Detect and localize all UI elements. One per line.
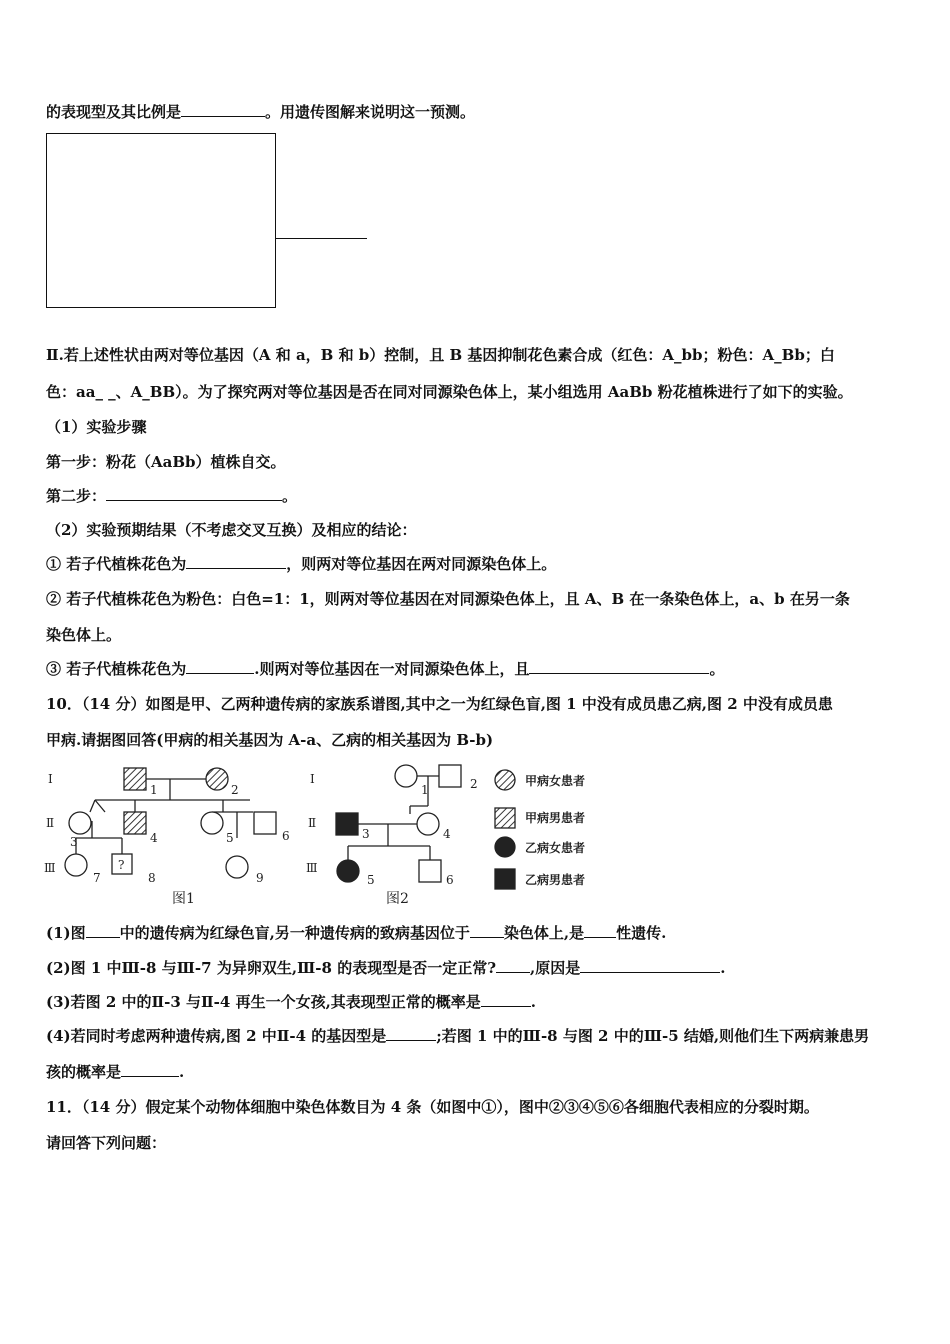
step-1: 第一步：粉花（AaBb）植株自交。 xyxy=(46,453,286,471)
answer-blank[interactable] xyxy=(186,554,286,569)
answer-blank[interactable] xyxy=(386,1026,436,1041)
gen-label-II-fig2: Ⅱ xyxy=(308,816,317,830)
fig1-I1-affected-male xyxy=(124,768,146,790)
fig1-num-7: 7 xyxy=(93,871,101,885)
fig2-num-6: 6 xyxy=(446,873,454,887)
fig1-II4-affected-male xyxy=(124,812,146,834)
fig1-num-8: 8 xyxy=(148,871,156,885)
fig1-I2-affected-female xyxy=(206,768,228,790)
text: .则两对等位基因在一对同源染色体上，且 xyxy=(254,660,530,678)
genetic-diagram-answer-box[interactable] xyxy=(46,133,276,308)
fig1-num-1: 1 xyxy=(150,783,158,797)
answer-blank[interactable] xyxy=(529,659,709,674)
results-title: （2）实验预期结果（不考虑交叉互换）及相应的结论： xyxy=(46,521,417,539)
fig1-III7-female xyxy=(65,854,87,876)
fig1-III9-female xyxy=(226,856,248,878)
gen-label-II-fig1: Ⅱ xyxy=(46,816,55,830)
legend-label-4: 乙病男患者 xyxy=(525,873,586,887)
text: . xyxy=(720,959,726,977)
fig2-I2-male xyxy=(439,765,461,787)
legend-label-2: 甲病男患者 xyxy=(525,811,586,825)
text: . xyxy=(530,993,537,1011)
gen-label-I-fig1: Ⅰ xyxy=(48,772,53,786)
text: 。 xyxy=(709,660,725,678)
fig1-II3-female xyxy=(69,812,91,834)
q10-sub-3 xyxy=(46,992,536,1012)
gen-label-III-fig1: Ⅲ xyxy=(44,861,56,875)
fig2-num-4: 4 xyxy=(443,827,451,841)
gen-label-III-fig2: Ⅲ xyxy=(306,861,318,875)
text: ,原因是 xyxy=(529,959,581,977)
fig2-caption: 图2 xyxy=(386,891,409,907)
q10-line-1: 10．（14 分）如图是甲、乙两种遗传病的家族系谱图,其中之一为红绿色盲,图 1 中没有成员患乙病,图 2 中没有成员患 xyxy=(46,695,833,713)
part2-intro-1: Ⅱ.若上述性状由两对等位基因（A 和 a，B 和 b）控制，且 B 基因抑制花色素合成（红色：A_bb；粉色：A_Bb；白 xyxy=(46,346,835,364)
answer-blank[interactable] xyxy=(481,992,531,1007)
legend-affected-male-a-icon xyxy=(495,808,515,828)
fig2-III5-affected-female xyxy=(337,860,359,882)
answer-blank[interactable] xyxy=(86,923,120,938)
answer-blank[interactable] xyxy=(121,1062,179,1077)
answer-blank[interactable] xyxy=(106,486,282,501)
text: 。用遗传图解来说明这一预测。 xyxy=(265,103,476,121)
fig1-num-6: 6 xyxy=(282,829,290,843)
gen-label-I-fig2: Ⅰ xyxy=(310,772,315,786)
text: ① 若子代植株花色为 xyxy=(46,555,187,573)
answer-blank[interactable] xyxy=(470,923,504,938)
text: 。 xyxy=(282,487,298,505)
text: ，则两对等位基因在两对同源染色体上。 xyxy=(286,555,557,573)
text: ;若图 1 中的Ⅲ-8 与图 2 中的Ⅲ-5 结婚,则他们生下两病兼患男 xyxy=(436,1027,870,1045)
text: 染色体上,是 xyxy=(503,924,585,942)
result-1 xyxy=(46,554,556,574)
result-2-line-2: 染色体上。 xyxy=(46,626,122,644)
fig1-num-5: 5 xyxy=(226,831,234,845)
fig1-num-9: 9 xyxy=(256,871,264,885)
fig1-num-4: 4 xyxy=(150,831,158,845)
q10-sub-1 xyxy=(46,923,666,943)
answer-blank[interactable] xyxy=(186,659,254,674)
fig2-num-2: 2 xyxy=(470,777,478,791)
fig1-unknown-mark: ? xyxy=(118,858,125,872)
pedigree-figure xyxy=(40,758,620,908)
legend-label-3: 乙病女患者 xyxy=(525,841,586,855)
fig2-num-5: 5 xyxy=(367,873,375,887)
fig2-num-3: 3 xyxy=(362,827,370,841)
step-2 xyxy=(46,486,297,506)
q11-line-1: 11．（14 分）假定某个动物体细胞中染色体数目为 4 条（如图中①），图中②③④⑤⑥各细胞代表相应的分裂时期。 xyxy=(46,1098,819,1116)
fig2-II4-female xyxy=(417,813,439,835)
fig2-num-1: 1 xyxy=(421,783,429,797)
q9-top-line xyxy=(46,102,475,122)
q10-line-2: 甲病.请据图回答(甲病的相关基因为 A-a、乙病的相关基因为 B-b) xyxy=(46,731,494,749)
answer-blank[interactable] xyxy=(584,923,616,938)
q10-sub-2 xyxy=(46,958,725,978)
answer-blank[interactable] xyxy=(580,958,720,973)
fig1-II5-female xyxy=(201,812,223,834)
text: 的表现型及其比例是 xyxy=(46,103,182,121)
fig2-II3-affected-male xyxy=(336,813,358,835)
fig1-II6-male xyxy=(254,812,276,834)
fig2-I1-female xyxy=(395,765,417,787)
text: ③ 若子代植株花色为 xyxy=(46,660,187,678)
text: 性遗传. xyxy=(616,924,667,942)
text: (2)图 1 中Ⅲ-8 与Ⅲ-7 为异卵双生,Ⅲ-8 的表现型是否一定正常? xyxy=(46,959,496,977)
text: (3)若图 2 中的Ⅱ-3 与Ⅱ-4 再生一个女孩,其表现型正常的概率是 xyxy=(46,993,481,1011)
answer-line xyxy=(275,238,367,239)
text: (1)图 xyxy=(46,924,86,942)
result-2-line-1: ② 若子代植株花色为粉色：白色=1：1，则两对等位基因在对同源染色体上，且 A、B 在一条染色体上，a、b 在另一条 xyxy=(46,590,850,608)
fig1-num-2: 2 xyxy=(231,783,239,797)
fig1-caption: 图1 xyxy=(172,891,195,907)
q10-sub-4-line-2 xyxy=(46,1062,184,1082)
text: 孩的概率是 xyxy=(46,1063,122,1081)
legend-affected-male-b-icon xyxy=(495,869,515,889)
legend-affected-female-b-icon xyxy=(495,837,515,857)
q11-line-2: 请回答下列问题： xyxy=(46,1134,167,1152)
text: (4)若同时考虑两种遗传病,图 2 中Ⅱ-4 的基因型是 xyxy=(46,1027,387,1045)
result-3 xyxy=(46,659,724,679)
part2-intro-2: 色：aa_ _、A_BB）。为了探究两对等位基因是否在同对同源染色体上，某小组选用 AaBb 粉花植株进行了如下的实验。 xyxy=(46,383,853,401)
fig2-III6-male xyxy=(419,860,441,882)
legend-label-1: 甲病女患者 xyxy=(525,774,586,788)
legend-affected-female-a-icon xyxy=(495,770,515,790)
steps-title: （1）实验步骤 xyxy=(46,418,147,436)
text: 第二步： xyxy=(46,487,107,505)
answer-blank[interactable] xyxy=(496,958,530,973)
text: . xyxy=(179,1063,185,1081)
text: 中的遗传病为红绿色盲,另一种遗传病的致病基因位于 xyxy=(119,924,470,942)
fig1-num-3: 3 xyxy=(70,835,78,849)
answer-blank[interactable] xyxy=(181,102,265,117)
q10-sub-4-line-1 xyxy=(46,1026,869,1046)
